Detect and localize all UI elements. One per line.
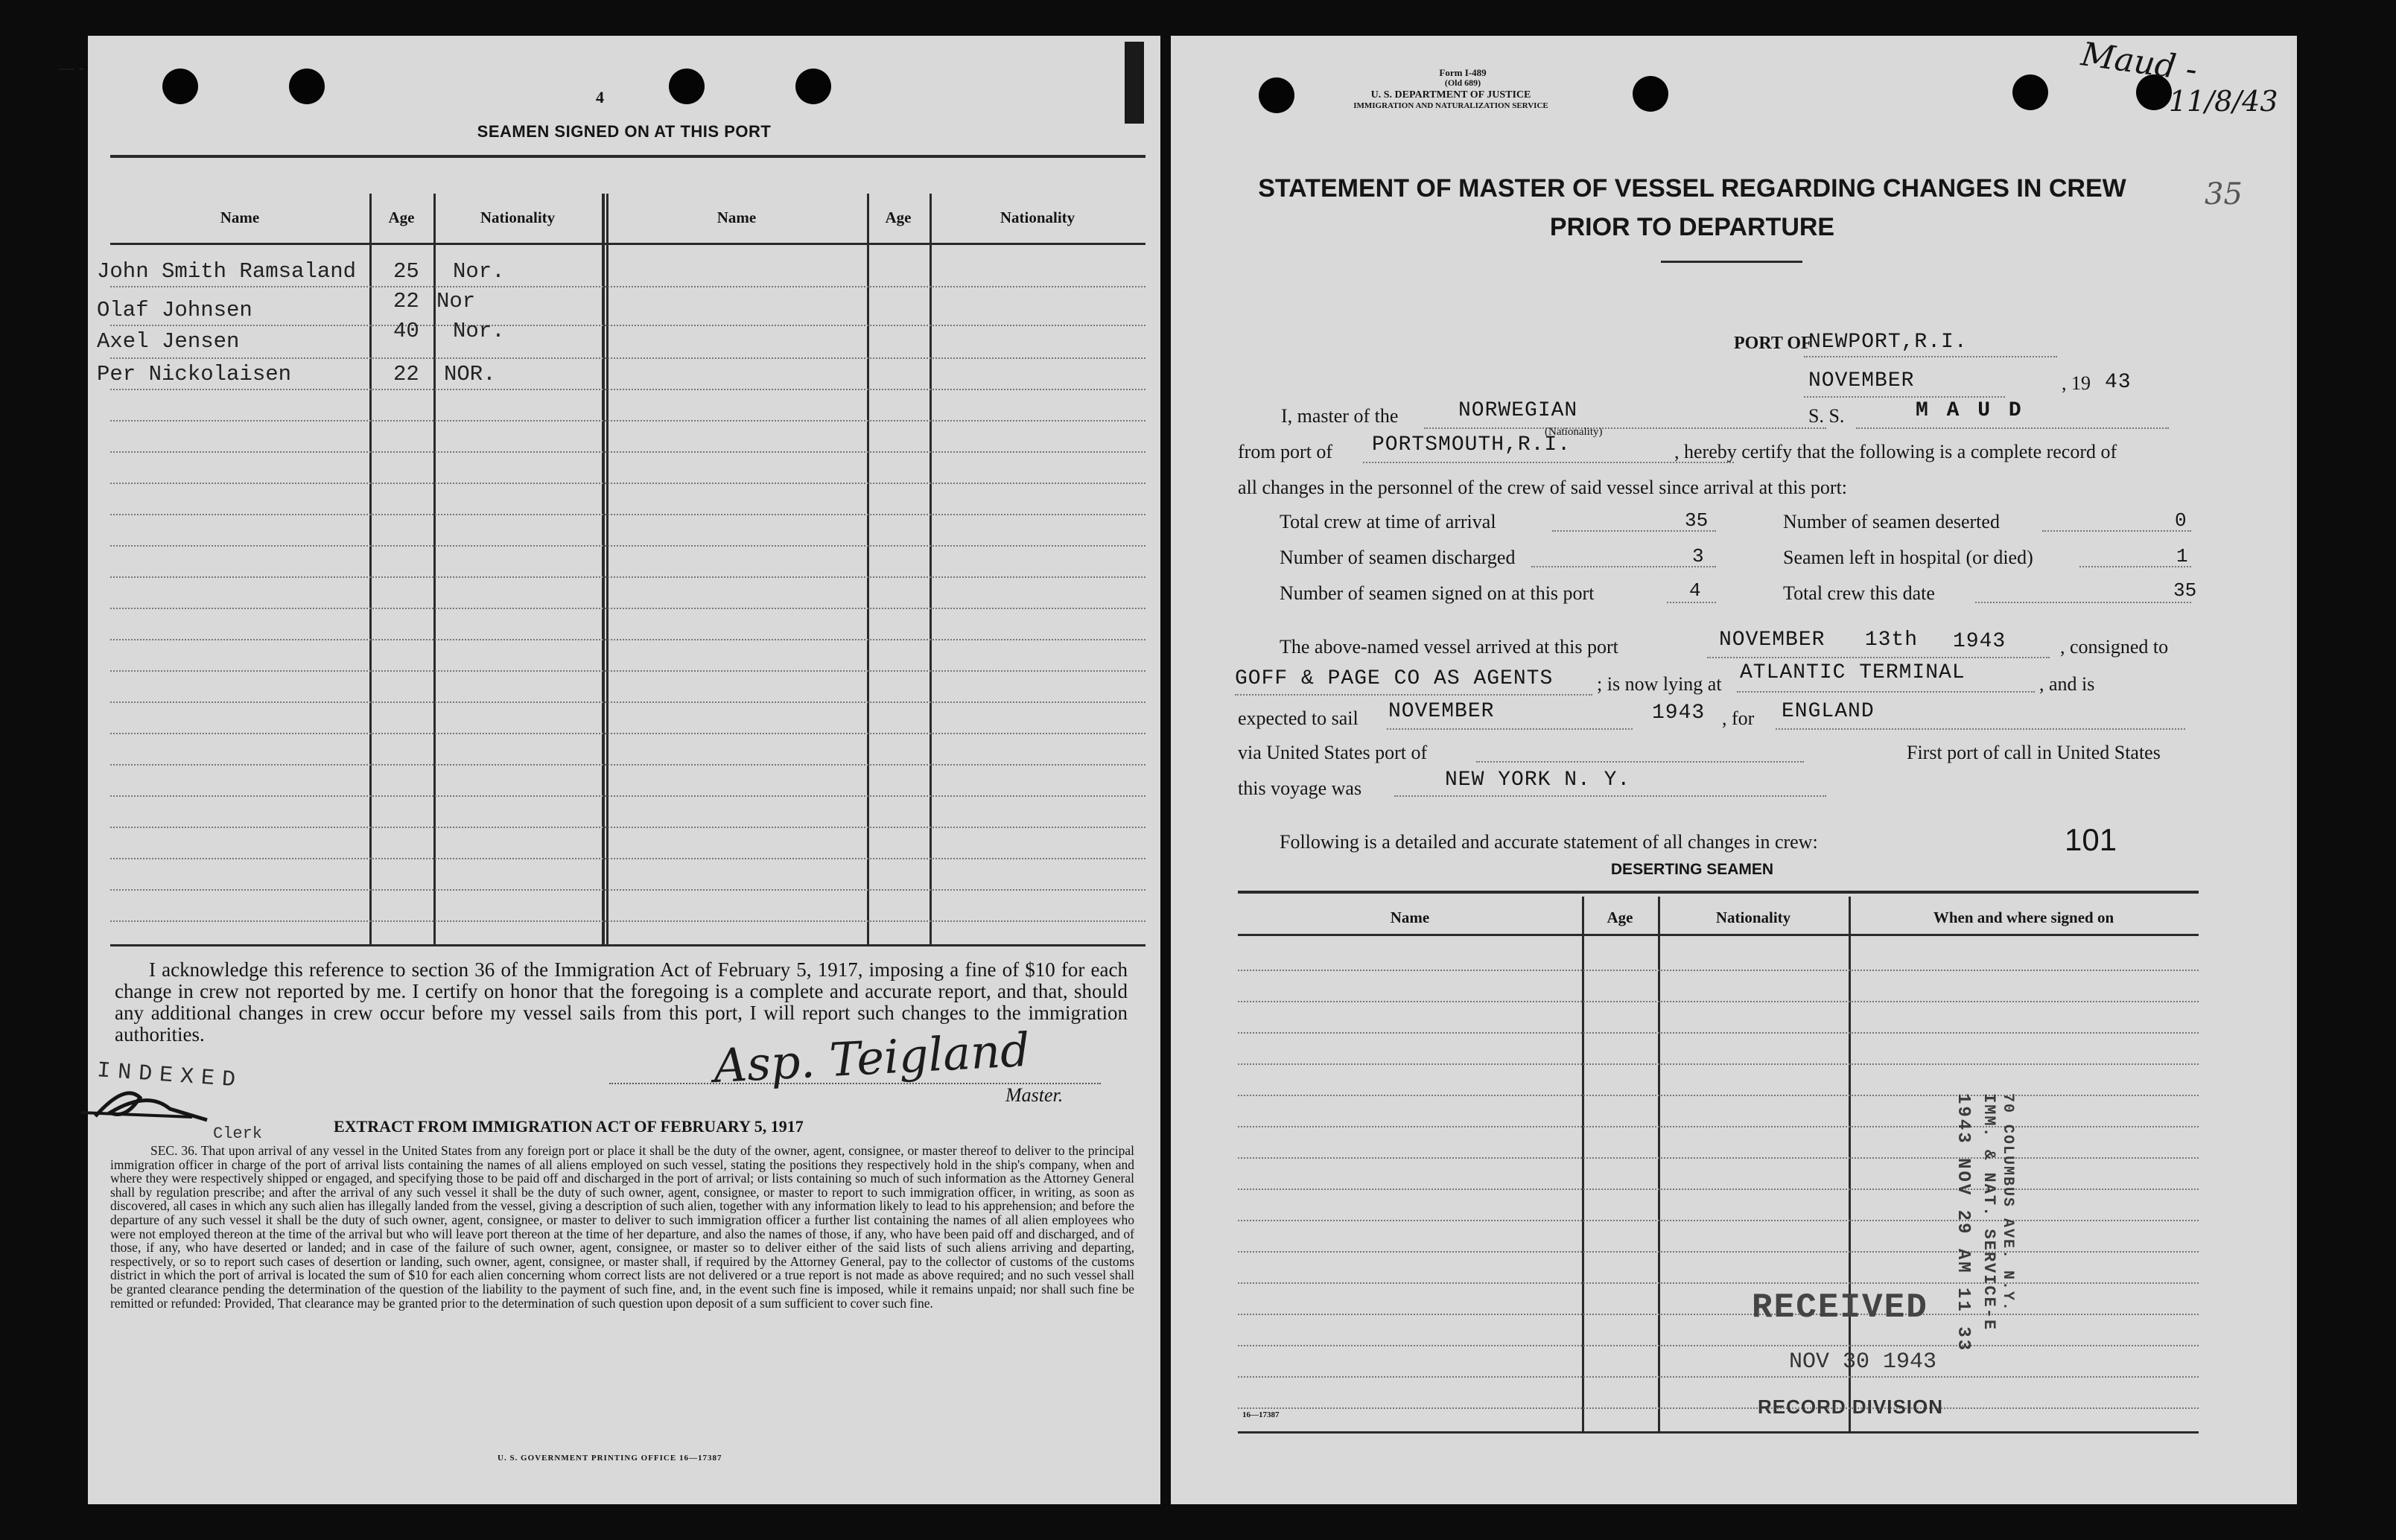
ship-name: M A U D xyxy=(1916,399,2024,422)
binding-mark xyxy=(1125,42,1144,124)
punch-hole xyxy=(669,69,705,104)
summary-value: 3 xyxy=(1692,545,1704,567)
handwritten-number: 35 xyxy=(2205,177,2243,211)
row-rule xyxy=(110,889,1145,891)
deserting-header-name: Name xyxy=(1390,909,1430,926)
seaman-name: Per Nickolaisen xyxy=(97,362,292,386)
row-rule xyxy=(110,389,1145,390)
column-divider xyxy=(867,194,869,944)
date-value: NOVEMBER xyxy=(1808,369,1915,392)
handwritten-vessel-name: Maud - xyxy=(2079,35,2200,89)
expected-line xyxy=(1387,728,1633,730)
expected-value: NOVEMBER xyxy=(1388,700,1495,723)
consigned-label: , consigned to xyxy=(2060,636,2169,658)
voyage-value: NEW YORK N. Y. xyxy=(1445,769,1631,792)
summary-label: Number of seamen discharged xyxy=(1280,547,1516,568)
column-divider xyxy=(930,194,932,944)
summary-label: Seamen left in hospital (or died) xyxy=(1783,547,2033,568)
summary-value: 1 xyxy=(2176,545,2188,567)
summary-label: Total crew this date xyxy=(1783,582,1935,604)
row-rule xyxy=(1238,1095,2199,1096)
date-line xyxy=(1804,396,2005,398)
master-signature: Asp. Teigland xyxy=(712,1022,1032,1094)
row-rule xyxy=(110,701,1145,703)
seaman-nationality: NOR. xyxy=(444,362,496,386)
lying-label: ; is now lying at xyxy=(1597,673,1722,695)
for-label: , for xyxy=(1722,707,1755,729)
row-rule xyxy=(110,420,1145,421)
row-rule xyxy=(1238,1407,2199,1409)
summary-value: 0 xyxy=(2175,509,2187,532)
expected-year: 1943 xyxy=(1652,701,1706,725)
column-header-nationality: Nationality xyxy=(1000,209,1075,226)
certify-text: , hereby certify that the following is a complete record of xyxy=(1674,441,2117,462)
row-rule xyxy=(110,451,1145,453)
nationality-value: NORWEGIAN xyxy=(1458,399,1578,422)
row-rule xyxy=(1238,1126,2199,1127)
punch-hole xyxy=(162,69,198,104)
consignee-value: GOFF & PAGE CO AS AGENTS xyxy=(1235,667,1554,690)
row-rule xyxy=(110,514,1145,515)
summary-leader xyxy=(2079,566,2191,567)
title-underline xyxy=(1661,261,1802,263)
voyage-line xyxy=(1394,795,1826,797)
seaman-age: 22 xyxy=(393,289,419,314)
punch-hole xyxy=(2012,74,2048,110)
form-title-line1: STATEMENT OF MASTER OF VESSEL REGARDING CHANGES IN CREW xyxy=(1258,174,2126,203)
port-label: PORT OF xyxy=(1734,334,1812,353)
received-date: NOV 30 1943 xyxy=(1789,1349,1937,1375)
column-header-name: Name xyxy=(220,209,260,226)
department-name: U. S. DEPARTMENT OF JUSTICE xyxy=(1370,89,1531,101)
row-rule xyxy=(1238,1189,2199,1190)
ship-line xyxy=(1856,427,2169,429)
voyage-label: this voyage was xyxy=(1238,777,1362,799)
summary-value: 35 xyxy=(1685,509,1709,532)
row-rule xyxy=(1238,1157,2199,1159)
row-rule xyxy=(110,576,1145,578)
extract-text: SEC. 36. That upon arrival of any vessel in the United States from any foreign port or place it shall be the duty of the owner, agent, consignee, or master thereof to deliver to the principal immigration officer in charge of the port of arrival lists containing the names of all aliens employed on such vessel, stating the positions they respectively hold in the ship's company, when and where they were respectively shipped or engaged, and specifying those to be paid off and discharged in the port of arrival; or lists containing so much of such information as the Attorney General shall by regulation prescribe; and after the arrival of any such vessel it shall be the duty of such owner, agent, consignee, or master to report to such immigration officer, in writing, as soon as discovered, all cases in which any such alien has illegally landed from the vessel, giving a description of such alien, together with any information likely to lead to his apprehension; and before the departure of any such vessel it shall be the duty of such owner, agent, consignee, or master to deliver to such immigration officer a further list containing the names of all alien employees who were not employed thereon at the time of the arrival but who will leave port thereon at the time of her departure, and also the names of those, if any, who have been paid off and discharged, and of those, if any, who have deserted or landed; and in case of the failure of such owner, agent, consignee, or master so to deliver either of the said lists of such aliens arriving and departing, respectively, or so to report such cases of desertion or landing, such owner, agent, consignee, or master shall, if required by the Attorney General, pay to the collector of customs of the customs district in which the port of arrival is located the sum of $10 for each alien concerning whom correct lists are not delivered or a true report is not made as above required; and no such vessel shall be granted clearance pending the determination of the question of the liability to the payment of such fine, and, in the event such fine is imposed, while it remains unpaid; nor shall such fine be remitted or refunded: Provided, That clearance may be granted prior to the determination of such question upon deposit of a sum sufficient to cover such fine. xyxy=(110,1143,1134,1311)
arrived-label: The above-named vessel arrived at this port xyxy=(1280,636,1618,658)
row-rule xyxy=(110,795,1145,797)
page-number: 4 xyxy=(596,88,604,106)
master-of-label: I, master of the xyxy=(1281,405,1399,427)
column-divider xyxy=(1582,897,1584,1431)
column-divider xyxy=(606,194,608,944)
for-value: ENGLAND xyxy=(1782,700,1875,723)
nationality-caption: (Nationality) xyxy=(1545,426,1603,438)
handwritten-date: 11/8/43 xyxy=(2169,85,2278,118)
seaman-name: John Smith Ramsaland xyxy=(97,259,357,284)
seaman-nationality: Nor. xyxy=(453,319,505,343)
row-rule xyxy=(110,920,1145,922)
lying-line xyxy=(1737,691,2035,693)
table-header-rule xyxy=(110,243,1145,245)
summary-value: 4 xyxy=(1689,579,1701,602)
via-label: via United States port of xyxy=(1238,742,1428,763)
column-divider xyxy=(369,194,372,944)
acknowledgement-text: I acknowledge this reference to section 36 of the Immigration Act of February 5, 1917, imposing a fine of $10 for each change in crew not reported by me. I certify on honor that the foregoing is a complete and accurate report, and that, should any additional changes in crew occur before my vessel sails from this port, I will report such changes to the immigration authorities. xyxy=(115,958,1128,1046)
lying-value: ATLANTIC TERMINAL xyxy=(1740,661,1966,684)
ss-label: S. S. xyxy=(1808,405,1845,427)
and-is-text: , and is xyxy=(2039,673,2095,695)
column-divider xyxy=(433,194,436,944)
summary-label: Number of seamen deserted xyxy=(1783,511,2000,532)
row-rule xyxy=(110,545,1145,547)
service-name: IMMIGRATION AND NATURALIZATION SERVICE xyxy=(1353,101,1548,110)
column-divider xyxy=(602,194,605,944)
page-reference-number: 101 xyxy=(2065,822,2117,857)
table-header-rule xyxy=(1238,934,2199,936)
nationality-line xyxy=(1424,427,1826,429)
all-changes-text: all changes in the personnel of the crew of said vessel since arrival at this port: xyxy=(1238,477,1848,498)
row-rule xyxy=(1238,1032,2199,1034)
row-rule xyxy=(1238,970,2199,971)
row-rule xyxy=(110,639,1145,640)
row-rule xyxy=(1238,1220,2199,1221)
left-page xyxy=(58,36,1160,1504)
row-rule xyxy=(110,764,1145,766)
row-rule xyxy=(110,357,1145,359)
summary-value: 35 xyxy=(2173,579,2197,602)
master-label: Master. xyxy=(1005,1084,1064,1106)
row-rule xyxy=(1238,1001,2199,1002)
port-line xyxy=(1804,356,2057,357)
seaman-nationality: Nor. xyxy=(453,259,505,284)
printing-office: U. S. GOVERNMENT PRINTING OFFICE 16—17387 xyxy=(498,1454,722,1463)
summary-label: Number of seamen signed on at this port xyxy=(1280,582,1595,604)
row-rule xyxy=(1238,1314,2199,1315)
deserting-header-nationality: Nationality xyxy=(1715,909,1791,926)
row-rule xyxy=(110,286,1145,287)
summary-label: Total crew at time of arrival xyxy=(1280,511,1496,532)
column-header-age: Age xyxy=(388,209,415,226)
clerk-label: Clerk xyxy=(213,1124,263,1143)
column-header-age: Age xyxy=(885,209,912,226)
row-rule xyxy=(110,827,1145,828)
row-rule xyxy=(110,483,1145,484)
table-bottom-rule xyxy=(1238,1431,2199,1434)
form-title-line2: PRIOR TO DEPARTURE xyxy=(1549,213,1835,241)
inspection-stamp-datetime: 1943 NOV 29 AM 11 33 xyxy=(1953,1093,1973,1353)
row-rule xyxy=(1238,1063,2199,1065)
deserting-header-age: Age xyxy=(1607,909,1633,926)
row-rule xyxy=(110,325,1145,326)
summary-leader xyxy=(2042,530,2191,532)
seaman-name: Olaf Johnsen xyxy=(97,298,252,322)
arrived-value: NOVEMBER 13th xyxy=(1719,629,1919,652)
deserting-title: DESERTING SEAMEN xyxy=(1610,861,1774,878)
from-port-label: from port of xyxy=(1238,441,1333,462)
year-value: 43 xyxy=(2105,371,2132,394)
via-line xyxy=(1476,761,1804,763)
seaman-nationality: Nor xyxy=(436,289,476,314)
following-label: Following is a detailed and accurate statement of all changes in crew: xyxy=(1280,831,1818,853)
extract-title: EXTRACT FROM IMMIGRATION ACT OF FEBRUARY 5, 1917 xyxy=(334,1117,804,1136)
punch-hole xyxy=(289,69,325,104)
seaman-age: 22 xyxy=(393,362,419,386)
row-rule xyxy=(1238,1282,2199,1284)
summary-leader xyxy=(1531,566,1716,567)
consignee-line xyxy=(1235,694,1592,696)
row-rule xyxy=(110,858,1145,859)
arrived-line xyxy=(1707,657,2050,658)
column-divider xyxy=(1658,897,1660,1431)
summary-leader xyxy=(1667,602,1716,603)
form-id: Form I-489 xyxy=(1439,67,1487,78)
footer-code: 16—17387 xyxy=(1242,1410,1280,1419)
column-header-nationality: Nationality xyxy=(480,209,556,226)
indexed-stamp: INDEXED xyxy=(96,1058,244,1094)
row-rule xyxy=(110,670,1145,672)
record-division-stamp: RECORD DIVISION xyxy=(1758,1396,1944,1418)
seaman-age: 40 xyxy=(393,319,419,343)
section-title: SEAMEN SIGNED ON AT THIS PORT xyxy=(477,122,772,141)
table-top-rule xyxy=(1238,891,2199,894)
corner-mark: — - xyxy=(58,58,84,77)
seaman-age: 25 xyxy=(393,259,419,284)
for-line xyxy=(1776,728,2185,730)
received-stamp: RECEIVED xyxy=(1752,1288,1928,1327)
table-top-rule xyxy=(110,155,1145,158)
column-header-name: Name xyxy=(716,209,757,226)
row-rule xyxy=(1238,1345,2199,1346)
arrived-year: 1943 xyxy=(1953,630,2006,653)
row-rule xyxy=(1238,1376,2199,1378)
row-rule xyxy=(1238,1251,2199,1253)
table-bottom-rule xyxy=(110,944,1145,946)
year-prefix: , 19 xyxy=(2062,372,2091,394)
form-old-number: (Old 689) xyxy=(1444,77,1481,88)
deserting-header-signed-on: When and where signed on xyxy=(1933,909,2114,926)
first-port-label: First port of call in United States xyxy=(1907,742,2161,763)
seaman-name: Axel Jensen xyxy=(97,329,240,354)
from-port-value: PORTSMOUTH,R.I. xyxy=(1372,433,1572,456)
row-rule xyxy=(110,608,1145,609)
expected-label: expected to sail xyxy=(1238,707,1359,729)
port-value: NEWPORT,R.I. xyxy=(1808,331,1968,354)
summary-leader xyxy=(1975,602,2191,603)
inspection-stamp-address: 70 COLUMBUS AVE. N.Y. xyxy=(1999,1093,2016,1313)
inspection-stamp-service: IMM. & NAT. SERVICE-E xyxy=(1980,1093,1998,1331)
right-page xyxy=(1171,36,2297,1504)
row-rule xyxy=(110,733,1145,734)
punch-hole xyxy=(795,69,831,104)
clerk-initial-mark xyxy=(80,1075,215,1135)
